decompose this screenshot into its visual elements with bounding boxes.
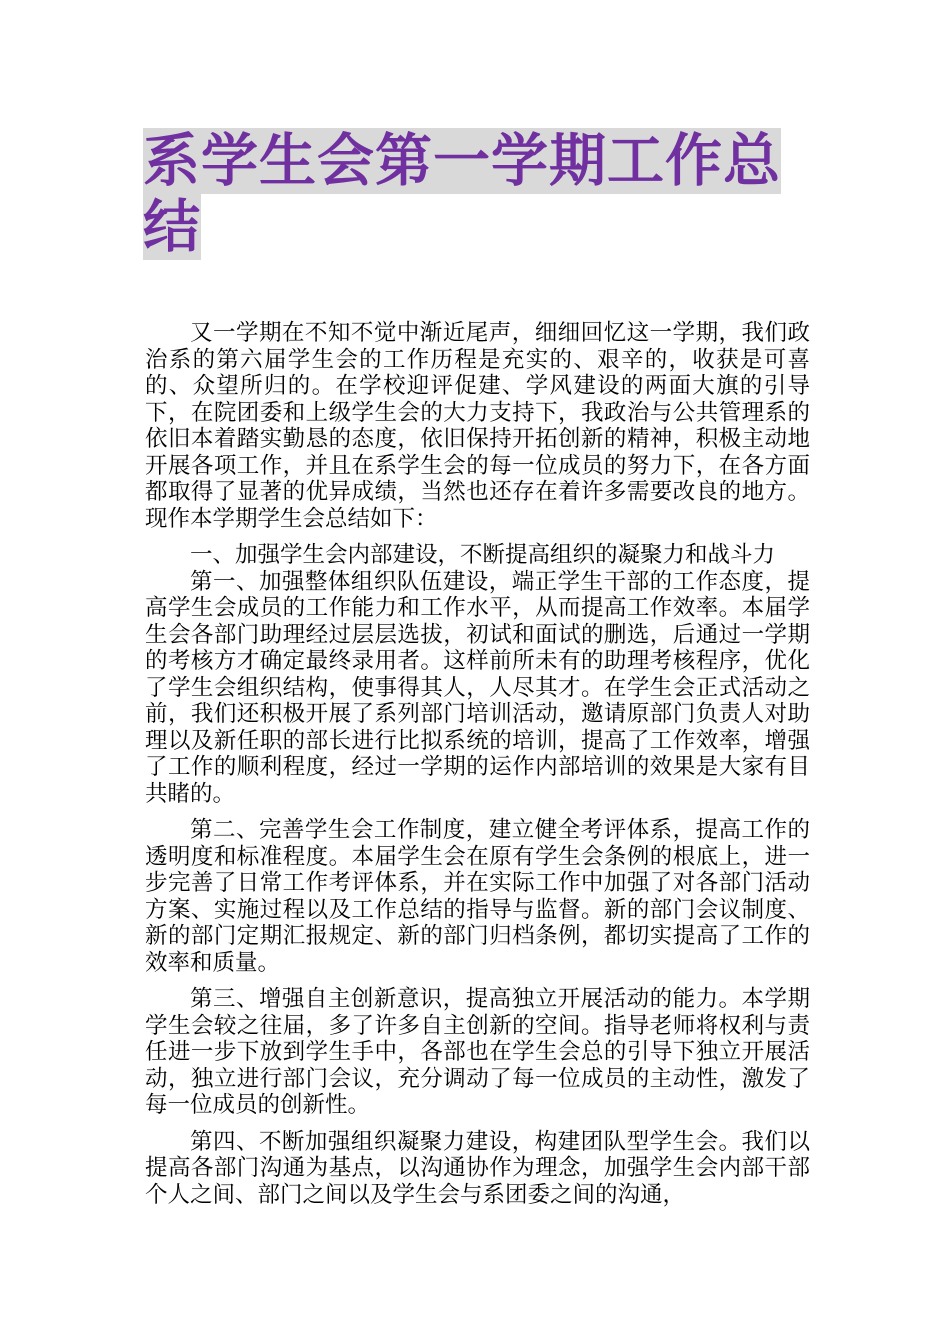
section-heading-1: 一、加强学生会内部建设，不断提高组织的凝聚力和战斗力: [190, 542, 776, 568]
paragraph-first: 第一、加强整体组织队伍建设，端正学生干部的工作态度，提高学生会成员的工作能力和工作水平，从而提高工作效率。本届学生会各部门助理经过层层选拔，初试和面试的删选，后通过一学期的考核方才确定最终录用者。这样前所未有的助理考核程序，优化了学生会组织结构，使事得其人，人尽其才。在学生会正式活动之前，我们还积极开展了系列部门培训活动，邀请原部门负责人对助理以及新任职的部长进行比拟系统的培训，提高了工作效率，增强了工作的顺利程度，经过一学期的运作内部培训的效果是大家有目共睹的。: [145, 568, 810, 807]
paragraph-second: 第二、完善学生会工作制度，建立健全考评体系，提高工作的透明度和标准程度。本届学生会在原有学生会条例的根底上，进一步完善了日常工作考评体系，并在实际工作中加强了对各部门活动方案、实施过程以及工作总结的指导与监督。新的部门会议制度、新的部门定期汇报规定、新的部门归档条例，都切实提高了工作的效率和质量。: [145, 817, 810, 976]
document-title: [143, 128, 813, 260]
paragraph-third: 第三、增强自主创新意识，提高独立开展活动的能力。本学期学生会较之往届，多了许多自主创新的空间。指导老师将权利与责任进一步下放到学生手中，各部也在学生会总的引导下独立开展活动，独立进行部门会议，充分调动了每一位成员的主动性，激发了每一位成员的创新性。: [145, 986, 810, 1118]
document-title-text: 系学生会第一学期工作总结: [143, 128, 781, 260]
document-body: [145, 320, 810, 1208]
paragraph-intro: 又一学期在不知不觉中渐近尾声，细细回忆这一学期，我们政治系的第六届学生会的工作历程是充实的、艰辛的，收获是可喜的、众望所归的。在学校迎评促建、学风建设的两面大旗的引导下，在院团委和上级学生会的大力支持下，我政治与公共管理系的依旧本着踏实勤恳的态度，依旧保持开拓创新的精神，积极主动地开展各项工作，并且在系学生会的每一位成员的努力下，在各方面都取得了显著的优异成绩，当然也还存在着许多需要改良的地方。现作本学期学生会总结如下：: [145, 320, 810, 532]
paragraph-fourth: 第四、不断加强组织凝聚力建设，构建团队型学生会。我们以提高各部门沟通为基点，以沟通协作为理念，加强学生会内部干部个人之间、部门之间以及学生会与系团委之间的沟通，: [145, 1128, 810, 1208]
